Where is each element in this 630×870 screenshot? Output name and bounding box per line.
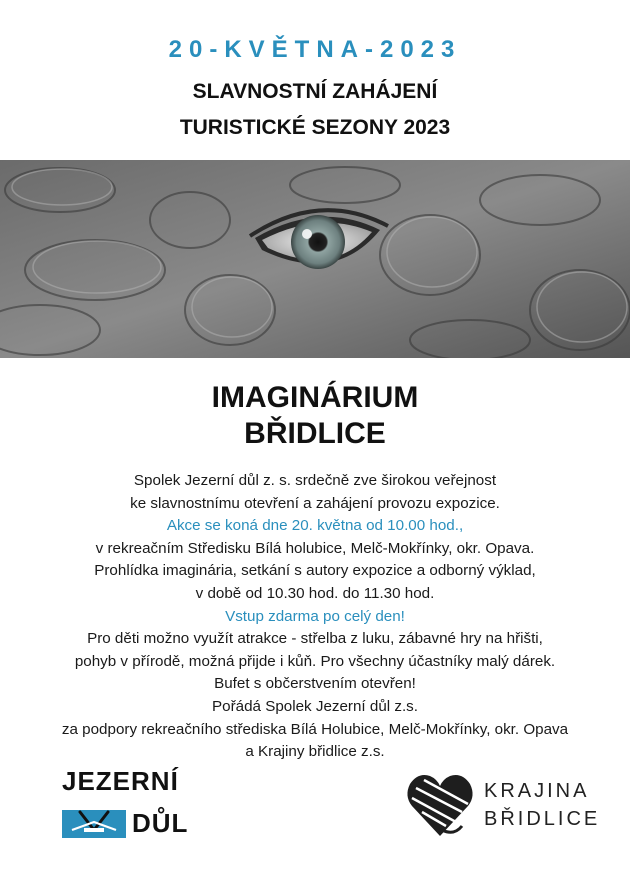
invitation-text <box>0 470 630 764</box>
krajina-logo-word1: KRAJINA <box>484 780 590 802</box>
body-line: v době od 10.30 hod. do 11.30 hod. <box>195 584 435 602</box>
headline <box>0 380 630 452</box>
body-line: Prohlídka imaginária, setkání s autory expozice a odborný výklad, <box>94 562 536 580</box>
body-line: a Krajiny břidlice z.s. <box>245 743 385 761</box>
event-date: 20-KVĚTNA-2023 <box>168 36 462 63</box>
body-line: Pořádá Spolek Jezerní důl z.s. <box>212 697 418 715</box>
body-line: Spolek Jezerní důl z. s. srdečně zve širokou veřejnost <box>133 472 497 489</box>
heart-icon <box>402 766 478 842</box>
slate-eye-photo <box>0 160 630 358</box>
body-line: Pro děti možno využít atrakce - střelba z luku, zábavné hry na hřišti, <box>87 630 543 648</box>
event-time-line: Akce se koná dne 20. května od 10.00 hod., <box>166 517 464 535</box>
krajina-bridlice-logo <box>402 766 601 846</box>
jezerni-dul-logo-word2: DŮL <box>132 808 189 838</box>
jezerni-dul-logo-word1: JEZERNÍ <box>62 766 179 796</box>
headline-line-1: IMAGINÁRIUM <box>211 381 419 414</box>
body-line: v rekreačním Středisku Bílá holubice, Melč-Mokřínky, okr. Opava. <box>95 539 535 557</box>
body-line: pohyb v přírodě, možná přijde i kůň. Pro všechny účastníky malý dárek. <box>74 652 556 670</box>
jezerni-dul-logo <box>62 766 192 846</box>
body-line: Bufet s občerstvením otevřen! <box>214 675 416 693</box>
jezerni-dul-logo-mark <box>62 810 126 838</box>
headline-line-2: BŘIDLICE <box>244 417 386 450</box>
title-line-1: SLAVNOSTNÍ ZAHÁJENÍ <box>192 80 438 103</box>
title-line-2: TURISTICKÉ SEZONY 2023 <box>179 116 451 139</box>
body-line: za podpory rekreačního střediska Bílá Holubice, Melč-Mokřínky, okr. Opava <box>61 720 569 738</box>
body-line: ke slavnostnímu otevření a zahájení provozu expozice. <box>130 494 500 512</box>
free-entry-line: Vstup zdarma po celý den! <box>225 607 405 625</box>
krajina-logo-word2: BŘIDLICE <box>484 808 601 830</box>
